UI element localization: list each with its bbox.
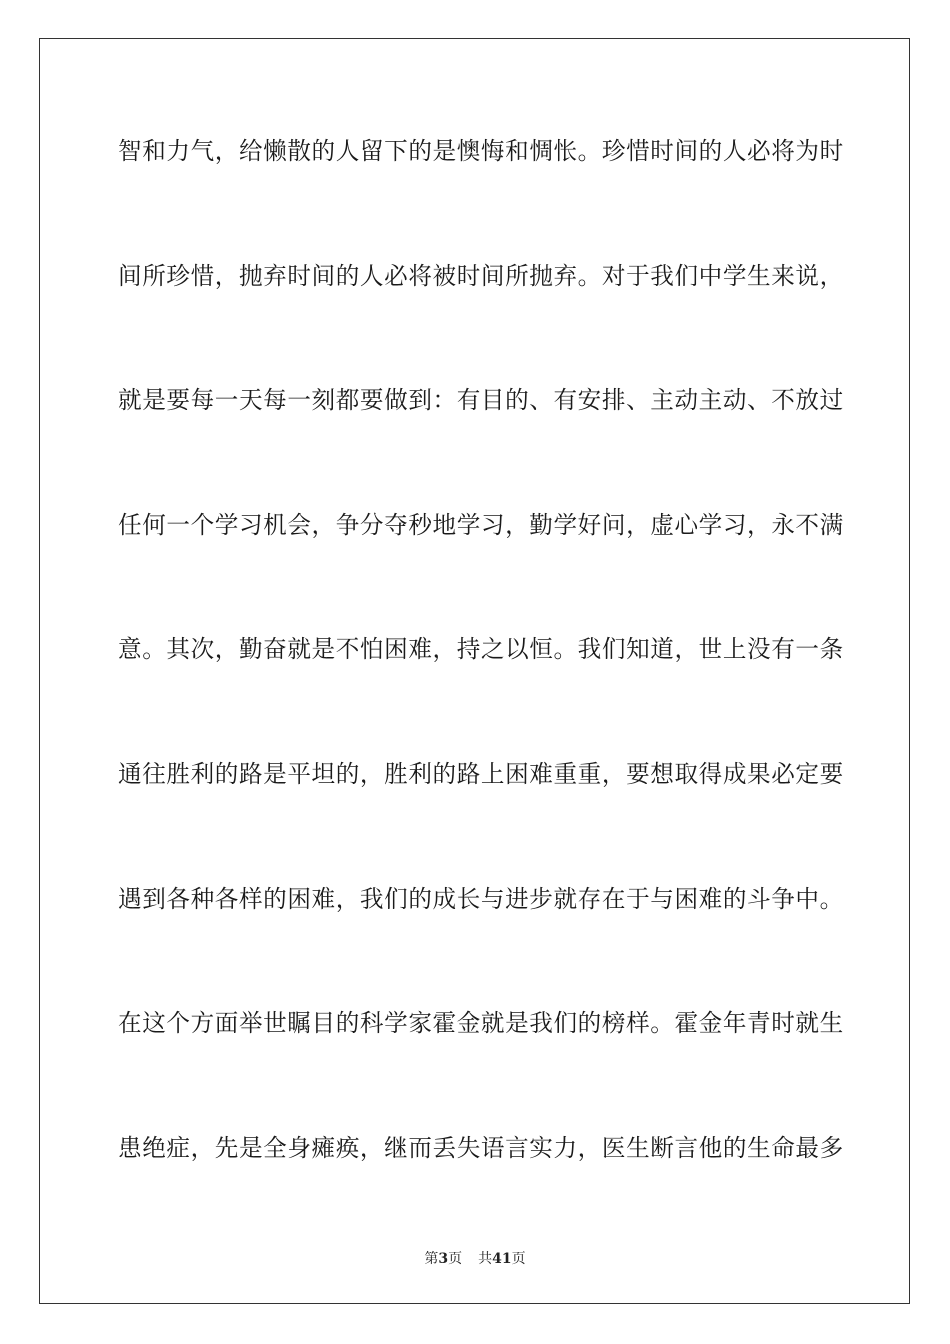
page-footer (0, 1248, 950, 1268)
total-prefix: 共 (478, 1251, 493, 1267)
page-number: 3 (438, 1251, 449, 1267)
document-body (118, 127, 844, 1248)
text-line-5: 意。其次，勤奋就是不怕困难，持之以恒。我们知道，世上没有一条 (118, 635, 844, 664)
page-suffix: 页 (448, 1251, 463, 1267)
text-line-3: 就是要每一天每一刻都要做到：有目的、有安排、主动主动、不放过 (118, 386, 844, 415)
page-prefix: 第 (424, 1251, 439, 1267)
text-line-8: 在这个方面举世瞩目的科学家霍金就是我们的榜样。霍金年青时就生 (118, 1009, 844, 1038)
text-line-1: 智和力气，给懒散的人留下的是懊悔和惆怅。珍惜时间的人必将为时 (118, 137, 844, 165)
text-line-2: 间所珍惜，抛弃时间的人必将被时间所抛弃。对于我们中学生来说， (118, 261, 844, 290)
text-line-9: 患绝症，先是全身瘫痪，继而丢失语言实力，医生断言他的生命最多 (118, 1133, 844, 1162)
total-pages: 41 (492, 1251, 512, 1267)
text-line-7: 遇到各种各样的困难，我们的成长与进步就存在于与困难的斗争中。 (118, 884, 844, 913)
total-suffix: 页 (511, 1251, 526, 1267)
text-line-6: 通往胜利的路是平坦的，胜利的路上困难重重，要想取得成果必定要 (118, 759, 844, 788)
text-line-4: 任何一个学习机会，争分夺秒地学习，勤学好问，虚心学习，永不满 (118, 510, 844, 539)
